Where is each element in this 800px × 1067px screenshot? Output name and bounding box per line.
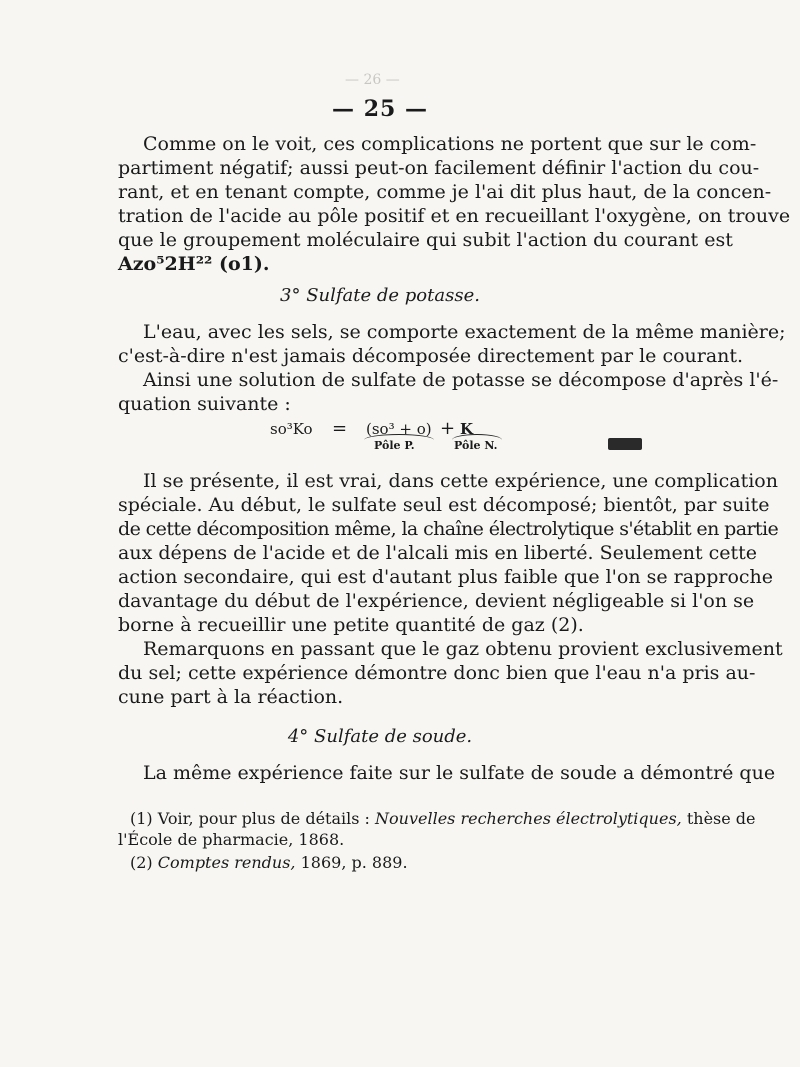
text-line: Remarquons en passant que le gaz obtenu provient exclusivement: [143, 638, 783, 660]
text-line: La même expérience faite sur le sulfate de soude a démontré que: [143, 762, 776, 784]
footnote-1: [130, 808, 756, 829]
footnote-1-line2: l'École de pharmacie, 1868.: [118, 830, 345, 849]
text-line: rant, et en tenant compte, comme je l'ai dit plus haut, de la concen-: [118, 181, 772, 203]
text-line: borne à recueillir une petite quantité de gaz (2).: [118, 614, 584, 636]
equation-cation: K: [460, 420, 474, 438]
text-line: de cette décomposition même, la chaîne électrolytique s'établit en partie: [118, 518, 779, 540]
text-line: aux dépens de l'acide et de l'alcali mis en liberté. Seulement cette: [118, 542, 758, 564]
page-number: — 25 —: [332, 96, 428, 122]
library-stamp-mark: [608, 438, 642, 450]
footnote-2-title: Comptes rendus,: [157, 853, 296, 872]
chemical-equation: [270, 416, 650, 456]
section-heading-4: [0, 726, 760, 747]
equation-lhs: so³Ko: [270, 420, 313, 438]
text-line: Ainsi une solution de sulfate de potasse se décompose d'après l'é-: [143, 369, 779, 391]
footnote-2: [130, 852, 640, 873]
footnote-1-suffix: thèse de: [686, 809, 756, 828]
text-line: L'eau, avec les sels, se comporte exactement de la même manière;: [143, 321, 786, 343]
section-title: Sulfate de potasse.: [306, 285, 480, 306]
section-title: Sulfate de soude.: [314, 726, 473, 747]
text-line: action secondaire, qui est d'autant plus faible que l'on se rapproche: [118, 566, 774, 588]
text-line: Comme on le voit, ces complications ne portent que sur le com-: [143, 133, 757, 155]
text-line: spéciale. Au début, le sulfate seul est décomposé; bientôt, par suite: [118, 494, 770, 516]
footnote-2-suffix: 1869, p. 889.: [300, 853, 408, 872]
text-line: davantage du début de l'expérience, devient négligeable si l'on se: [118, 590, 755, 612]
equation-label-negative: Pôle N.: [454, 439, 498, 452]
equation-plus: +: [440, 418, 456, 439]
equation-anion-group: (so³ + o): [366, 420, 432, 438]
text-line: cune part à la réaction.: [118, 686, 344, 708]
text-line: tration de l'acide au pôle positif et en recueillant l'oxygène, on trouve: [118, 205, 791, 227]
text-line: Il se présente, il est vrai, dans cette expérience, une complication: [143, 470, 778, 492]
equation-label-positive: Pôle P.: [374, 439, 415, 452]
section-heading-3: [0, 285, 760, 306]
text-line: du sel; cette expérience démontre donc bien que l'eau n'a pris au-: [118, 662, 756, 684]
text-line: quation suivante :: [118, 393, 291, 415]
section-number: 4°: [287, 726, 309, 747]
formula-line: Azo⁵2H²² (o1).: [118, 253, 270, 275]
equation-equals: =: [332, 418, 348, 439]
bleed-through-page-number: — 26 —: [345, 72, 400, 88]
text-line: partiment négatif; aussi peut-on facilement définir l'action du cou-: [118, 157, 760, 179]
footnote-1-title: Nouvelles recherches électrolytiques,: [375, 809, 682, 828]
text-line: c'est-à-dire n'est jamais décomposée directement par le courant.: [118, 345, 744, 367]
text-line: que le groupement moléculaire qui subit l'action du courant est: [118, 229, 733, 251]
footnote-1-prefix: (1) Voir, pour plus de détails :: [130, 809, 370, 828]
section-number: 3°: [280, 285, 301, 306]
footnote-2-prefix: (2): [130, 853, 153, 872]
